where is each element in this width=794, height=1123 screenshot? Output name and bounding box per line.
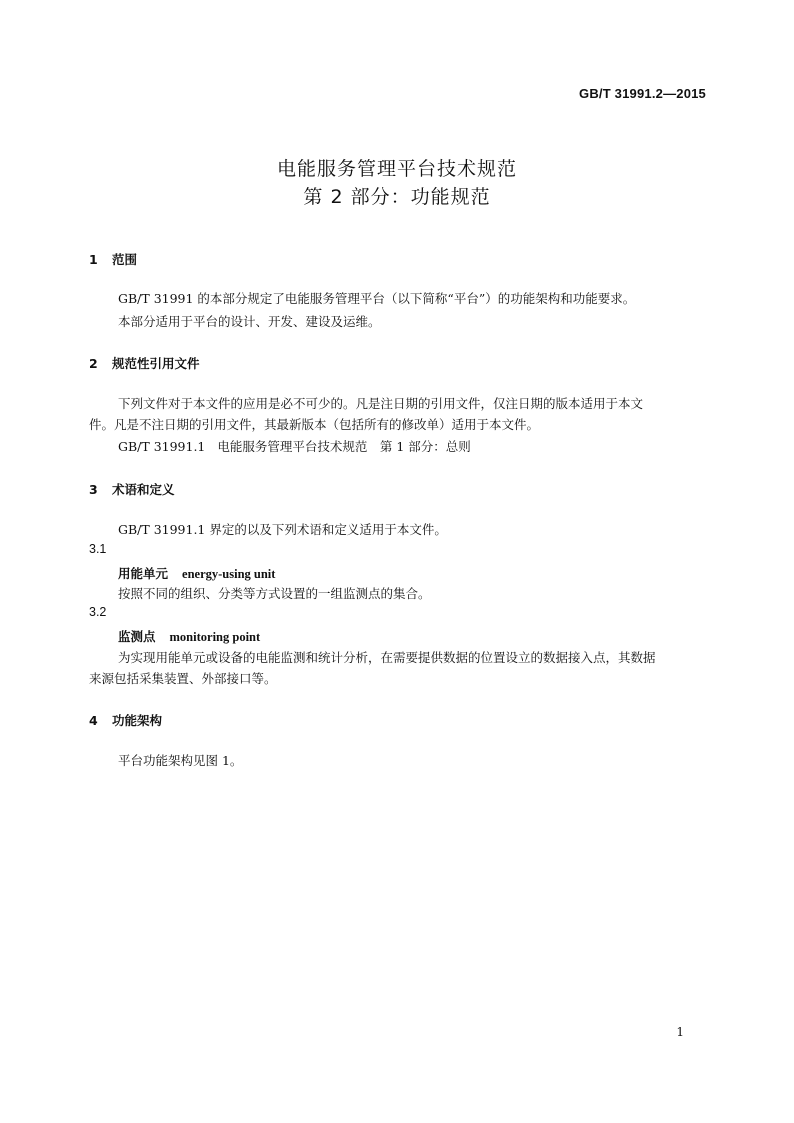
section-title: 功能架构 [112, 713, 163, 728]
document-subtitle: 第 2 部分：功能规范 [303, 186, 491, 208]
section-number: 2 [89, 356, 98, 371]
section-3-paragraph-1: GB/T 31991.1 界定的以及下列术语和定义适用于本文件。 [118, 522, 447, 537]
term-english: monitoring point [169, 630, 261, 644]
section-1-paragraph-1: GB/T 31991 的本部分规定了电能服务管理平台（以下简称“平台”）的功能架构和功能要求。 [118, 291, 636, 306]
normative-reference [118, 437, 471, 455]
term-3-2-definition-line-2: 来源包括采集装置、外部接口等。 [89, 671, 277, 686]
term-3-1-definition: 按照不同的组织、分类等方式设置的一组监测点的集合。 [118, 586, 431, 601]
section-title: 术语和定义 [112, 482, 175, 497]
term-chinese: 监测点 [118, 629, 156, 644]
section-number: 4 [89, 713, 98, 728]
section-4-paragraph-1: 平台功能架构见图 1。 [118, 753, 243, 768]
reference-title: 电能服务管理平台技术规范 第 1 部分：总则 [217, 439, 471, 454]
section-1-paragraph-2: 本部分适用于平台的设计、开发、建设及运维。 [118, 314, 381, 329]
term-monitoring-point [118, 627, 260, 645]
standard-number: GB/T 31991.2—2015 [579, 86, 706, 101]
page-number: 1 [676, 1025, 684, 1039]
term-english: energy-using unit [182, 567, 276, 581]
term-3-2-definition-line-1: 为实现用能单元或设备的电能监测和统计分析，在需要提供数据的位置设立的数据接入点，其数据 [118, 650, 656, 665]
section-title: 规范性引用文件 [112, 356, 200, 371]
term-energy-using-unit [118, 564, 275, 582]
section-number: 3 [89, 482, 98, 497]
section-title: 范围 [112, 252, 138, 267]
section-2-paragraph-line-2: 件。凡是不注日期的引用文件，其最新版本（包括所有的修改单）适用于本文件。 [89, 417, 540, 432]
section-2-paragraph-line-1: 下列文件对于本文件的应用是必不可少的。凡是注日期的引用文件，仅注日期的版本适用于本文 [118, 396, 644, 411]
document-title: 电能服务管理平台技术规范 [276, 158, 517, 180]
clause-3-2-number: 3.2 [89, 605, 107, 619]
clause-3-1-number: 3.1 [89, 542, 107, 556]
reference-code: GB/T 31991.1 [118, 439, 206, 454]
section-4-heading [89, 711, 162, 729]
section-2-heading [89, 354, 200, 372]
section-3-heading [89, 480, 175, 498]
section-1-heading [89, 250, 137, 268]
section-number: 1 [89, 252, 98, 267]
term-chinese: 用能单元 [118, 566, 169, 581]
